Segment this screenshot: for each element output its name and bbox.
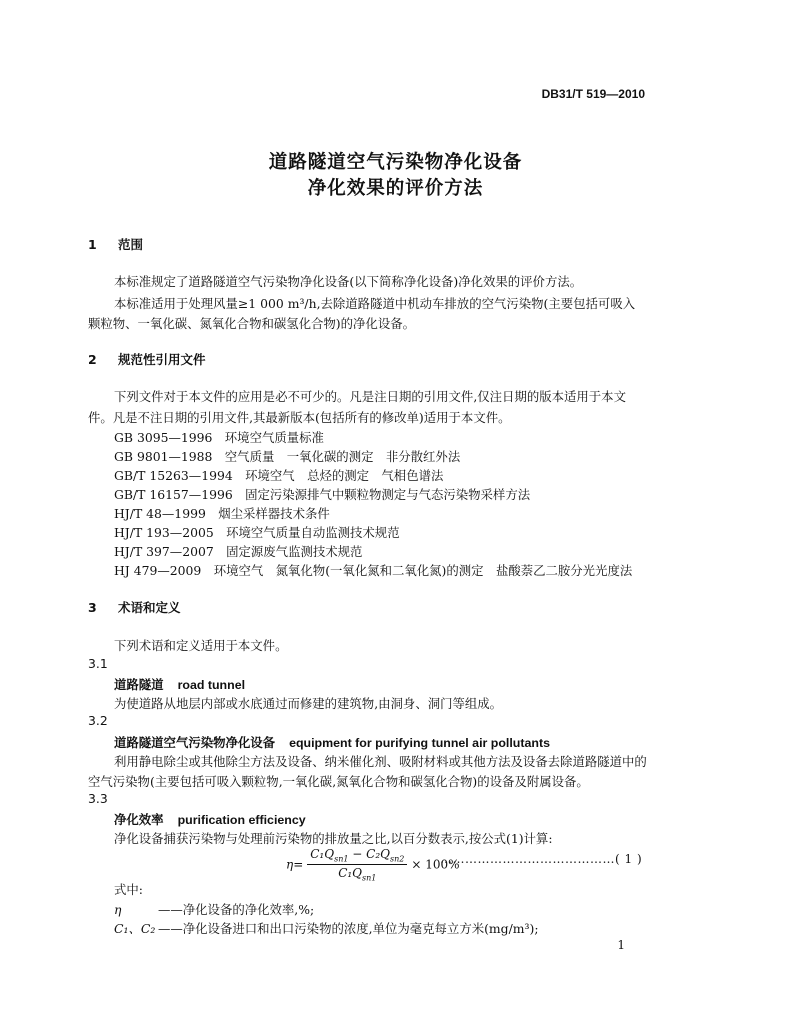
efficiency-formula [286,847,460,883]
reference-code: GB/T 16157—1996 [114,487,233,502]
section-1-heading [88,235,143,253]
reference-item [114,428,324,446]
reference-name: 环境空气质量标准 [224,430,324,445]
section-2-heading [88,350,206,368]
formula-numerator [307,847,407,865]
term-chinese: 道路隧道 [114,677,164,692]
term-number: 3.1 [88,656,108,671]
formula-fraction [307,847,407,883]
term-definition: 为使道路从地层内部或水底通过而修建的建筑物,由洞身、洞门等组成。 [114,696,503,711]
term-chinese: 道路隧道空气污染物净化设备 [114,735,276,750]
section-2-intro-line-2: 件。凡是不注日期的引用文件,其最新版本(包括所有的修改单)适用于本文件。 [88,410,511,425]
formula-dots: …………………………………… [440,852,615,866]
symbol-text: ——净化设备进口和出口污染物的浓度,单位为毫克每立方米(mg/m³); [158,921,539,936]
section-number: 3 [88,600,97,615]
term-definition: 净化设备捕获污染物与处理前污染物的排放量之比,以百分数表示,按公式(1)计算: [114,831,553,846]
reference-item [114,523,400,541]
reference-code: GB 3095—1996 [114,430,213,445]
numerator-term-a: C₁Q [310,847,335,861]
formula-times: × 100% [411,857,460,872]
section-2-intro-line-1: 下列文件对于本文件的应用是必不可少的。凡是注日期的引用文件,仅注日期的版本适用于本文 [114,389,626,404]
term-heading [114,810,306,828]
numerator-term-a-subscript: sn1 [334,854,349,864]
formula-denominator [307,865,407,882]
reference-name: 环境空气 氮氧化物(一氧化氮和二氧化氮)的测定 盐酸萘乙二胺分光光度法 [213,563,633,578]
reference-code: GB 9801—1988 [114,449,213,464]
reference-item [114,485,530,503]
term-number: 3.3 [88,791,108,806]
section-title: 范围 [118,237,144,252]
numerator-term-b-subscript: sn2 [389,854,405,864]
section-number: 1 [88,237,97,252]
document-title-line-1: 道路隧道空气污染物净化设备 [268,152,523,173]
reference-item [114,504,330,522]
numerator-term-b: C₂Q [366,847,390,861]
term-number: 3.2 [88,713,108,728]
term-heading [114,675,245,693]
section-1-paragraph-1: 本标准规定了道路隧道空气污染物净化设备(以下简称净化设备)净化效果的评价方法。 [114,274,583,289]
formula-equation-number: ( 1 ) [615,852,643,866]
section-title: 术语和定义 [118,600,181,615]
term-english: purification efficiency [177,813,306,827]
formula-lhs: η= [286,857,304,872]
reference-name: 环境空气质量自动监测技术规范 [226,525,400,540]
reference-code: HJ/T 397—2007 [114,544,214,559]
reference-name: 空气质量 一氧化碳的测定 非分散红外法 [224,449,461,464]
denominator-term: C₁Q [338,866,363,881]
section-3-intro: 下列术语和定义适用于本文件。 [114,638,288,653]
section-number: 2 [88,352,97,367]
symbol: C₁、C₂ [114,921,156,936]
document-title-line-2: 净化效果的评价方法 [307,178,484,199]
reference-code: GB/T 15263—1994 [114,468,233,483]
section-1-paragraph-2-line-2: 颗粒物、一氧化碳、氮氧化合物和碳氢化合物)的净化设备。 [88,316,415,331]
symbol-definition [114,900,314,918]
reference-name: 固定源废气监测技术规范 [226,544,363,559]
reference-item [114,447,460,465]
reference-code: HJ/T 48—1999 [114,506,206,521]
term-heading [114,733,550,751]
symbol: η [114,902,122,917]
reference-name: 烟尘采样器技术条件 [218,506,330,521]
standard-code: DB31/T 519—2010 [541,87,645,101]
symbol-definition [114,919,539,937]
term-chinese: 净化效率 [114,812,164,827]
reference-code: HJ/T 193—2005 [114,525,214,540]
term-definition-line-1: 利用静电除尘或其他除尘方法及设备、纳米催化剂、吸附材料或其他方法及设备去除道路隧道中的 [114,754,647,769]
term-english: equipment for purifying tunnel air pollutants [289,736,550,750]
section-3-heading [88,598,181,616]
reference-item [114,542,362,560]
term-definition-line-2: 空气污染物(主要包括可吸入颗粒物,一氧化碳,氮氧化合物和碳氢化合物)的设备及附属设备。 [88,774,589,789]
term-english: road tunnel [177,678,246,692]
formula-leader [440,852,642,866]
section-1-paragraph-2-line-1: 本标准适用于处理风量≥1 000 m³/h,去除道路隧道中机动车排放的空气污染物(主要包括可吸入 [114,296,636,311]
section-title: 规范性引用文件 [118,352,206,367]
reference-name: 固定污染源排气中颗粒物测定与气态污染物采样方法 [245,487,531,502]
reference-name: 环境空气 总烃的测定 气相色谱法 [245,468,444,483]
reference-code: HJ 479—2009 [114,563,202,578]
denominator-subscript: sn1 [362,873,377,883]
page-number: 1 [617,938,625,952]
symbol-text: ——净化设备的净化效率,%; [158,902,315,917]
where-label: 式中: [114,882,143,897]
reference-item [114,466,443,484]
formula-minus: − [348,847,367,861]
reference-item [114,561,632,579]
